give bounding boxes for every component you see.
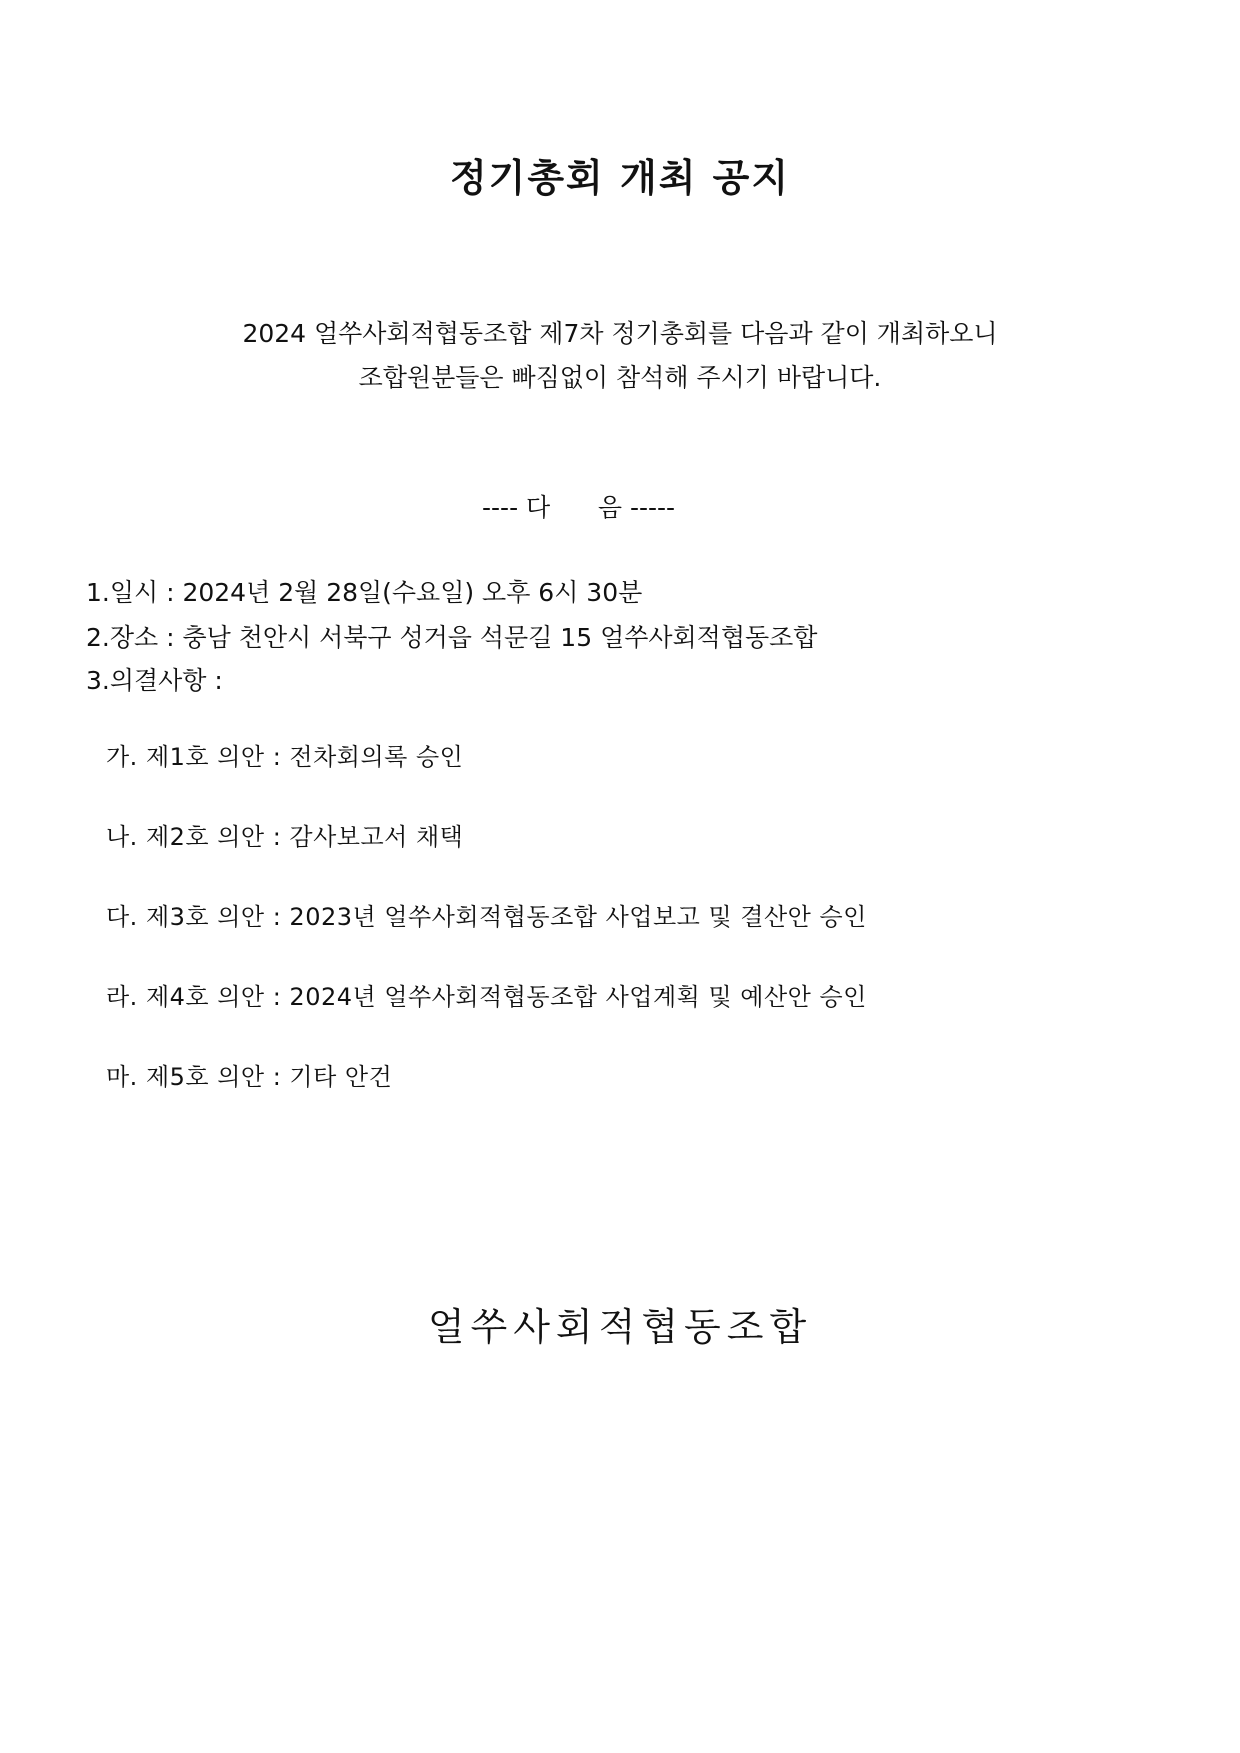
intro-line-2: 조합원분들은 빠짐없이 참석해 주시기 바랍니다.	[358, 363, 882, 392]
document-title: 정기총회 개최 공지	[449, 156, 791, 200]
agenda-item: 마. 제5호 의안 : 기타 안건	[106, 1063, 393, 1091]
agenda-item: 나. 제2호 의안 : 감사보고서 채택	[106, 823, 464, 851]
organization-signature: 얼쑤사회적협동조합	[427, 1305, 813, 1349]
section-divider: ---- 다 음 -----	[482, 493, 676, 522]
intro-line-1: 2024 얼쑤사회적협동조합 제7차 정기총회를 다음과 같이 개최하오니	[242, 319, 998, 348]
agenda-item: 다. 제3호 의안 : 2023년 얼쑤사회적협동조합 사업보고 및 결산안 승인	[106, 903, 867, 931]
meeting-location: 2.장소 : 충남 천안시 서북구 성거읍 석문길 15 얼쑤사회적협동조합	[86, 623, 818, 652]
agenda-item: 라. 제4호 의안 : 2024년 얼쑤사회적협동조합 사업계획 및 예산안 승인	[106, 983, 867, 1011]
agenda-item: 가. 제1호 의안 : 전차회의록 승인	[106, 743, 464, 771]
meeting-datetime: 1.일시 : 2024년 2월 28일(수요일) 오후 6시 30분	[86, 578, 643, 607]
resolution-heading: 3.의결사항 :	[86, 666, 223, 695]
